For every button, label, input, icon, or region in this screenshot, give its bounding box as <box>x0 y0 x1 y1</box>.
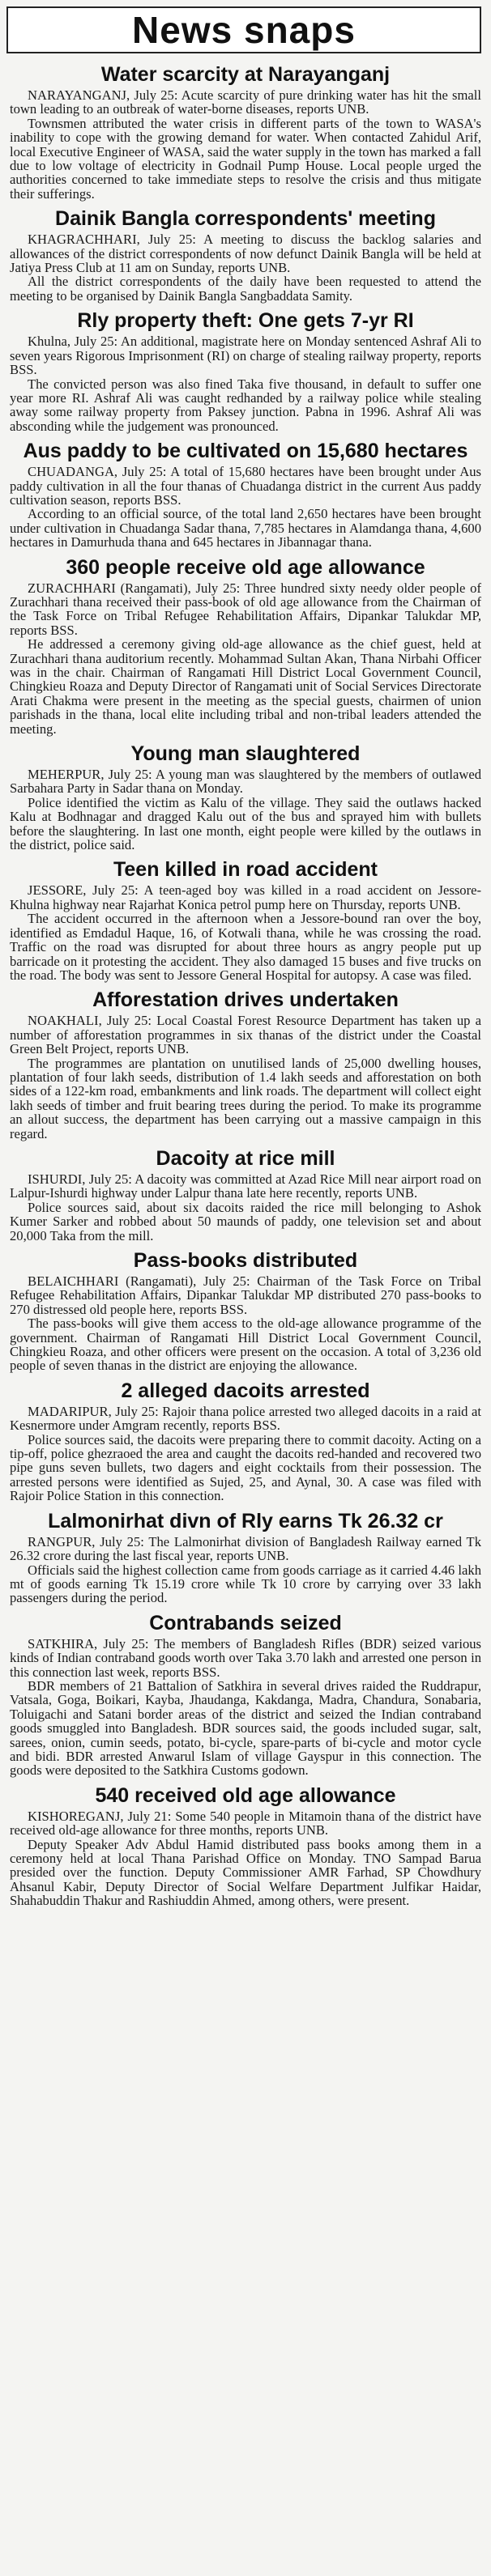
story-dateline-paragraph: CHUADANGA, July 25: A total of 15,680 hectares have been brought under Aus paddy cultivation in all the four thanas of Chuadanga district in the current Aus paddy cultivation season, reports BSS. <box>10 464 481 508</box>
story-paragraph: The pass-books will give them access to the old-age allowance programme of the government. Chairman of Rangamati Hill District Local Government Council, Chingkieu Roaza, and other officers were present on the occasion. A total of 3,236 old people of seven thanas in the district are enjoying the allowance. <box>10 1316 481 1374</box>
news-story <box>10 207 481 303</box>
story-headline: Young man slaughtered <box>130 742 361 766</box>
story-dateline-paragraph: KISHOREGANJ, July 21: Some 540 people in Mitamoin thana of the district have received old-age allowance for three months, reports UNB. <box>10 1808 481 1838</box>
section-banner <box>6 6 481 53</box>
news-story <box>10 1249 481 1373</box>
story-headline: Aus paddy to be cultivated on 15,680 hectares <box>23 440 468 463</box>
story-paragraph: BDR members of 21 Battalion of Satkhira in several drives raided the Ruddrapur, Vatsala, Goga, Boikari, Kayba, Jhaudanga, Kakdanga, Madra, Chandura, Sonabaria, Toluigachi and Satani border areas of the district and seized the Indian contraband goods smuggled into Bangladesh. BDR sources said, the goods included sugar, salt, sarees, onion, cumin seeds, potato, bi-cycle, spare-parts of bi-cycle and motor cycle and bidi. BDR arrested Anwarul Islam of village Gayspur in this connection. The goods were deposited to the Satkhira Customs godown. <box>10 1677 481 1779</box>
news-story <box>10 556 481 736</box>
news-story <box>10 309 481 433</box>
story-dateline-paragraph: MEHERPUR, July 25: A young man was slaughtered by the members of outlawed Sarbahara Party in Sadar thana on Monday. <box>10 767 481 797</box>
story-headline: Afforestation drives undertaken <box>92 988 399 1012</box>
story-headline: Lalmonirhat divn of Rly earns Tk 26.32 cr <box>48 1509 443 1532</box>
story-headline: 540 received old age allowance <box>95 1783 396 1807</box>
story-dateline-paragraph: RANGPUR, July 25: The Lalmonirhat division of Bangladesh Railway earned Tk 26.32 crore during the last fiscal year, reports UNB. <box>10 1533 481 1564</box>
story-headline: Water scarcity at Narayanganj <box>100 63 391 86</box>
news-story <box>10 1784 481 1908</box>
story-headline: 2 alleged dacoits arrested <box>121 1379 370 1402</box>
story-paragraph: Police sources said, about six dacoits raided the rice mill belonging to Ashok Kumer Sarker and robbed about 50 maunds of paddy, one television set and about 20,000 Taka from the mill. <box>10 1199 481 1243</box>
story-dateline-paragraph: Khulna, July 25: An additional, magistrate here on Monday sentenced Ashraf Ali to seven years Rigorous Imprisonment (RI) on charge of stealing railway property, reports BSS. <box>10 334 481 378</box>
story-paragraph: Townsmen attributed the water crisis in different parts of the town to WASA's inability to cope with the growing demand for water. When contacted Zahidul Arif, local Executive Engineer of WASA, said the water supply in the town has marked a fall due to low voltage of electricity in Godnail Pump House. Local people urged the authorities concerned to take immediate steps to resolve the crisis and thus mitigate their sufferings. <box>10 115 481 202</box>
story-headline: Contrabands seized <box>149 1611 342 1634</box>
story-paragraph: The accident occurred in the afternoon when a Jessore-bound ran over the boy, identified as Emdadul Haque, 16, of Kotwali thana, while he was crossing the road. Traffic on the road was disrupted for about three hours as angry people put up barricade on it protesting the accident. They also damaged 15 buses and five trucks on the road. The body was sent to Jessore General Hospital for autopsy. A case was filed. <box>10 911 481 983</box>
story-dateline-paragraph: ISHURDI, July 25: A dacoity was committed at Azad Rice Mill near airport road on Lalpur-Ishurdi highway under Lalpur thana late here recently, reports UNB. <box>10 1171 481 1201</box>
story-paragraph: All the district correspondents of the daily have been requested to attend the meeting to be organised by Dainik Bangla Sangbaddata Samity. <box>10 274 481 304</box>
news-story <box>10 1510 481 1605</box>
story-paragraph: He addressed a ceremony giving old-age allowance as the chief guest, held at Zurachhari thana auditorium recently. Mohammad Sultan Akan, Thana Nirbahi Officer was in the chair. Chairman of Rangamati Hill District Local Government Council, Chingkieu Roaza and Deputy Director of Rangamati unit of Social Services Directorate Arati Chakma were present in the meeting as the special guests, chairmen of union parishads in the thana, local elite including tribal and non-tribal leaders attended the meeting. <box>10 636 481 737</box>
section-title: News snaps <box>132 9 356 51</box>
news-story <box>10 440 481 549</box>
story-dateline-paragraph: NOAKHALI, July 25: Local Coastal Forest Resource Department has taken up a number of afforestation programmes in six thanas of the district under the Coastal Green Belt Project, reports UNB. <box>10 1013 481 1057</box>
news-story <box>10 988 481 1141</box>
story-dateline-paragraph: MADARIPUR, July 25: Rajoir thana police arrested two alleged dacoits in a raid at Kesnermore under Amgram recently, reports BSS. <box>10 1403 481 1434</box>
story-headline: 360 people receive old age allowance <box>66 555 425 579</box>
news-column <box>10 63 481 2570</box>
story-paragraph: Officials said the highest collection came from goods carriage as it carried 4.46 lakh mt of goods earning Tk 15.19 crore while Tk 10 crore by carrying over 33 lakh passengers during the period. <box>10 1562 481 1606</box>
story-dateline-paragraph: JESSORE, July 25: A teen-aged boy was killed in a road accident on Jessore-Khulna highway near Rajarhat Konica petrol pump here on Thursday, reports UNB. <box>10 882 481 912</box>
story-headline: Teen killed in road accident <box>113 858 378 882</box>
news-story <box>10 63 481 201</box>
story-paragraph: The programmes are plantation on unutilised lands of 25,000 dwelling houses, plantation of four lakh seeds, distribution of 1.4 lakh seeds and afforestation on both sides of a 122-km road, embankments and link roads. The department will collect eight lakh seeds of timber and fruit bearing trees during the period. To make its programme an allout success, the department has been carrying out a massive campaign in this regard. <box>10 1055 481 1141</box>
story-headline: Rly property theft: One gets 7-yr RI <box>77 309 414 333</box>
news-story <box>10 1379 481 1503</box>
story-dateline-paragraph: KHAGRACHHARI, July 25: A meeting to discuss the backlog salaries and allowances of the district correspondents of now defunct Dainik Bangla will be held at Jatiya Press Club at 11 am on Sunday, reports UNB. <box>10 232 481 276</box>
story-paragraph: According to an official source, of the total land 2,650 hectares have been brought under cultivation in Chuadanga Sadar thana, 7,785 hectares in Alamdanga thana, 4,600 hectares in Damurhuda thana and 645 hectares in Jibannagar thana. <box>10 506 481 550</box>
story-dateline-paragraph: ZURACHHARI (Rangamati), July 25: Three hundred sixty needy older people of Zurachhari thana received their pass-book of old age allowance from the Chairman of the Task Force on Tribal Refugee Rehabilitation Affairs, Dipankar Talukdar MP, reports BSS. <box>10 580 481 638</box>
story-paragraph: Police sources said, the dacoits were preparing there to commit dacoity. Acting on a tip-off, police ghezraoed the area and caught the dacoits red-handed and recovered two pipe guns seven bullets, two dagers and eight cocktails from their possession. The arrested persons were identified as Sujed, 25, and Aynal, 30. A case was filed with Rajoir Police Station in this connection. <box>10 1431 481 1504</box>
news-story <box>10 1147 481 1243</box>
story-headline: Dainik Bangla correspondents' meeting <box>55 207 436 231</box>
story-dateline-paragraph: SATKHIRA, July 25: The members of Bangladesh Rifles (BDR) seized various kinds of Indian contraband goods worth over Taka 3.70 lakh and arrested one person in this connection last week, reports BSS. <box>10 1635 481 1680</box>
story-paragraph: The convicted person was also fined Taka five thousand, in default to suffer one year more RI. Ashraf Ali was caught redhanded by a railway police while stealing away some railway property from Paksey junction. Pabna in 1996. Ashraf Ali was absconding while the judgement was pronounced. <box>10 376 481 434</box>
story-headline: Dacoity at rice mill <box>156 1146 335 1170</box>
story-headline: Pass-books distributed <box>133 1249 358 1272</box>
story-paragraph: Police identified the victim as Kalu of the village. They said the outlaws hacked Kalu at Bodhnagar and dragged Kalu out of the bus and sprayed him with bullets before the slaughtering. In last one month, eight people were killed by the outlaws in the district, police said. <box>10 794 481 853</box>
news-story <box>10 742 481 852</box>
story-dateline-paragraph: BELAICHHARI (Rangamati), July 25: Chairman of the Task Force on Tribal Refugee Rehabilitation Affairs, Dipankar Talukdar MP distributed 270 pass-books to 270 distressed old people here, reports BSS. <box>10 1273 481 1317</box>
news-story <box>10 858 481 982</box>
story-paragraph: Deputy Speaker Adv Abdul Hamid distributed pass books among them in a ceremony held at local Thana Parishad Office on Monday. TNO Sampad Barua presided over the function. Deputy Commissioner AMR Farhad, SP Chowdhury Ahsanul Kabir, Deputy Director of Social Welfare Department Julfikar Haidar, Shahabuddin Thakur and Rashiuddin Ahmed, among others, were present. <box>10 1836 481 1909</box>
news-story <box>10 1612 481 1778</box>
story-dateline-paragraph: NARAYANGANJ, July 25: Acute scarcity of pure drinking water has hit the small town leading to an outbreak of water-borne diseases, reports UNB. <box>10 87 481 117</box>
